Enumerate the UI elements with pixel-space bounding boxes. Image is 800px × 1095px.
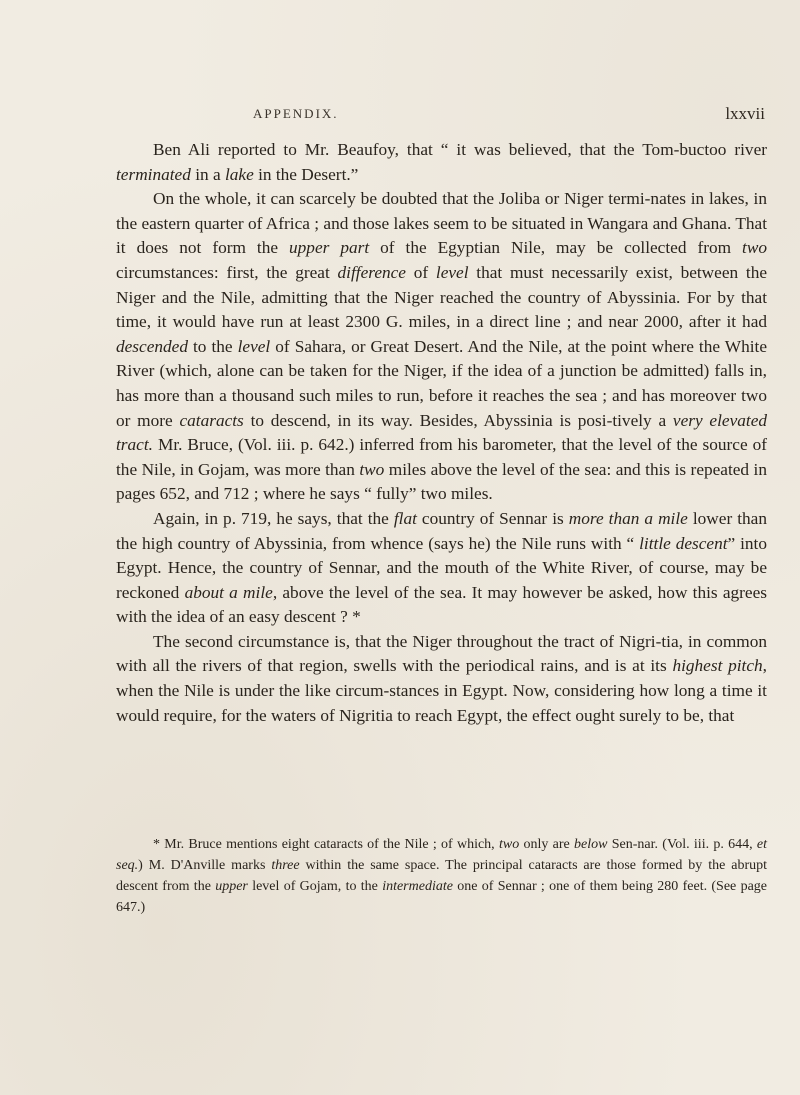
text-run: Mr. Bruce, (Vol. iii. p. 642.) inferred from his barometer, that the level of the source of the Nile, in Gojam, was more than — [116, 435, 767, 479]
text-run: ” into Egypt. Hence, the country of Sennar, and the mouth of the White River, of course, may be reckoned — [116, 533, 767, 602]
text-run: ) M. D'Anville marks — [138, 858, 272, 873]
text-run: , when the Nile is under the like circum-stances in Egypt. Now, considering how long a time it would require, for the waters of Nigritia to reach Egypt, the effect ought surely to be, that — [116, 656, 767, 725]
italic-text: upper — [215, 879, 248, 894]
text-run: within the same space. The principal cataracts are those formed by the abrupt descent from the — [116, 858, 767, 894]
paragraph — [116, 138, 767, 187]
italic-text: level — [237, 336, 271, 356]
italic-text: lake — [224, 164, 254, 184]
italic-text: little descent — [639, 533, 728, 553]
italic-text: intermediate — [382, 879, 453, 894]
text-run: Sen-nar. (Vol. iii. p. 644, — [607, 837, 757, 852]
text-run: of — [405, 262, 436, 282]
italic-text: very elevated tract. — [116, 410, 768, 455]
text-run: , above the level of the sea. It may however be asked, how this agrees with the idea of an easy descent ? * — [116, 582, 767, 627]
text-run: The second circumstance is, that the Niger throughout the tract of Nigri-tia, in common with all the rivers of that region, swells with the periodical rains, and is at its — [116, 631, 767, 676]
italic-text: cataracts — [179, 410, 244, 430]
text-run: On the whole, it can scarcely be doubted that the Joliba or Niger termi-nates in lakes, in the eastern quarter of Africa ; and those lakes seem to be situated in Wangara and Ghana. That it does not form the — [116, 189, 767, 258]
text-run: country of Sennar is — [416, 508, 569, 528]
italic-text: below — [574, 837, 608, 852]
text-run: only are — [519, 837, 575, 852]
paragraph — [116, 187, 767, 507]
page-number: lxxvii — [725, 104, 765, 123]
italic-text: difference — [337, 262, 406, 282]
italic-text: two — [742, 238, 767, 258]
italic-text: highest pitch — [672, 656, 763, 676]
italic-text: descended — [116, 336, 188, 356]
text-run: miles above the level of the sea: and this is repeated in pages 652, and 712 ; where he says “ fully” two miles. — [116, 459, 767, 504]
text-run: that must necessarily exist, between the Niger and the Nile, admitting that the Niger reached the country of Abyssinia. For by that time, it would have run at least 2300 G. miles, in a direct line ; and near 2000, after it had — [116, 262, 768, 332]
text-run: Ben Ali reported to Mr. Beaufoy, that “ it was believed, that the Tom-buctoo river — [153, 140, 767, 159]
italic-text: two — [498, 837, 520, 852]
italic-text: et seq. — [116, 837, 768, 873]
text-run: of Sahara, or Great Desert. And the Nile, at the point where the White River (which, alone can be taken for the Niger, if the idea of a junction be admitted) falls in, has more than a thousand such miles to run, before it reaches the sea ; and has moreover two or more — [116, 336, 767, 430]
text-run: level of Gojam, to the — [247, 879, 383, 894]
text-run: circumstances: first, the great — [116, 262, 338, 282]
text-run: of the Egyptian Nile, may be collected from — [369, 238, 743, 258]
text-run: Again, in p. 719, he says, that the — [153, 508, 394, 528]
italic-text: about a mile — [184, 582, 273, 602]
text-run: one of Sennar ; one of them being 280 feet. (See page 647.) — [116, 879, 768, 915]
paragraph — [116, 507, 767, 630]
italic-text: level — [435, 262, 469, 282]
italic-text: more than a mile — [568, 508, 688, 528]
italic-text: flat — [393, 508, 417, 528]
running-head: APPENDIX. — [253, 106, 339, 121]
italic-text: upper part — [289, 238, 370, 258]
italic-text: terminated — [116, 164, 191, 184]
text-run: to descend, in its way. Besides, Abyssinia is posi-tively a — [243, 410, 673, 430]
paragraph — [116, 630, 767, 728]
text-run: to the — [187, 336, 238, 356]
italic-text: two — [359, 459, 385, 479]
text-run: in the Desert.” — [253, 164, 359, 184]
footnote — [116, 834, 767, 918]
page-header — [253, 106, 765, 130]
text-run: in a — [190, 164, 225, 184]
text-run: lower than the high country of Abyssinia, from whence (says he) the Nile runs with “ — [116, 508, 767, 553]
text-run: * Mr. Bruce mentions eight cataracts of the Nile ; of which, — [153, 837, 499, 852]
italic-text: three — [271, 858, 300, 873]
body-text — [116, 138, 767, 728]
